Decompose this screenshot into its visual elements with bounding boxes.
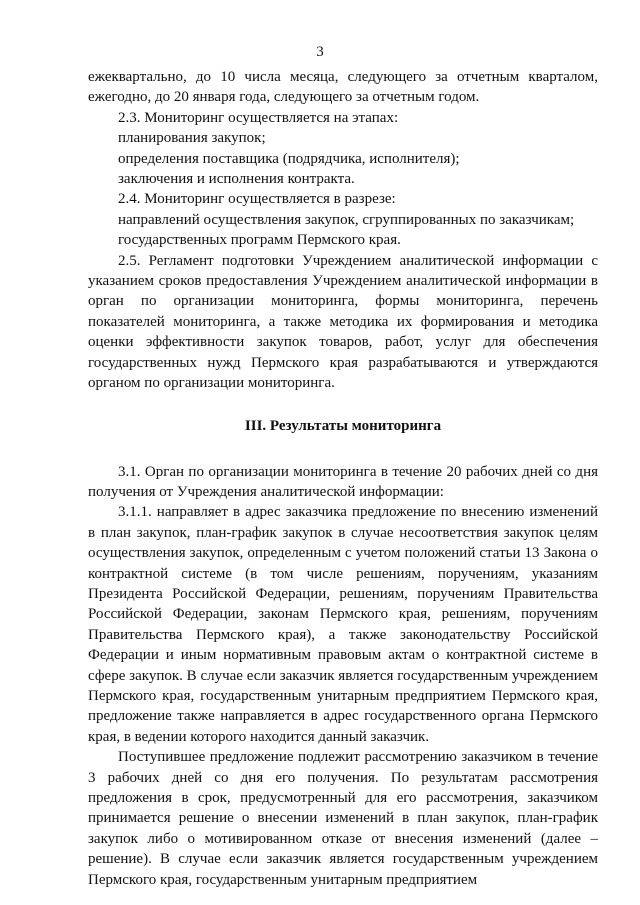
paragraph-proposal-review: Поступившее предложение подлежит рассмотрению заказчиком в течение 3 рабочих дней со дня его получения. По результатам рассмотрения предложения в срок, предусмотренный для его рассмотрения, заказчиком принимается решение о внесении изменений в план закупок, план-график закупок либо о мотивированном отказе от внесения изменений (далее – решение). В случае если заказчик является государственным учреждением Пермского края, государственным унитарным предприятием (88, 749, 598, 888)
section-2-4-item: государственных программ Пермского края. (118, 232, 401, 249)
section-2-3-item: заключения и исполнения контракта. (118, 171, 355, 188)
section-heading: III. Результаты мониторинга (244, 417, 442, 434)
section-2-5: 2.5. Регламент подготовки Учреждением аналитической информации с указанием сроков предоставления Учреждением аналитической информации в орган по организации мониторинга, формы мониторинга, перечень показателей мониторинга, а также методика их формирования и методика оценки эффективности закупок товаров, работ, услуг для обеспечения государственных нужд Пермского края разрабатываются и утверждаются органом по организации мониторинга. (88, 252, 598, 392)
page-number: 3 (316, 44, 324, 60)
document-body (88, 67, 598, 890)
section-2-4-lead: 2.4. Мониторинг осуществляется в разрезе: (118, 191, 396, 208)
section-3-1: 3.1. Орган по организации мониторинга в течение 20 рабочих дней со дня получения от Учреждения аналитической информации: (88, 463, 598, 500)
section-2-3-item: определения поставщика (подрядчика, исполнителя); (118, 150, 460, 167)
section-2-3-lead: 2.3. Мониторинг осуществляется на этапах: (118, 109, 399, 126)
section-3-1-1: 3.1.1. направляет в адрес заказчика предложение по внесению изменений в план закупок, план-график закупок в случае несоответствия закупок целям осуществления закупок, определенным с учетом положений статьи 13 Закона о контрактной системе (в том числе решениям, поручениям, указаниям Президента Российской Федерации, решениям, поручениям Правительства Российской Федерации, законам Пермского края, решениям, поручениям Правительства Пермского края), а также законодательству Российской Федерации и иным нормативным правовым актам о контрактной системе в сфере закупок. В случае если заказчик является государственным учреждением Пермского края, государственным унитарным предприятием Пермского края, предложение также направляется в адрес государственного органа Пермского края, в ведении которого находится данный заказчик. (88, 504, 598, 745)
section-2-4-item: направлений осуществления закупок, сгруппированных по заказчикам; (118, 211, 575, 228)
paragraph-continuation: ежеквартально, до 10 числа месяца, следующего за отчетным кварталом, ежегодно, до 20 января года, следующего за отчетным годом. (88, 69, 598, 106)
section-2-3-item: планирования закупок; (118, 130, 266, 147)
